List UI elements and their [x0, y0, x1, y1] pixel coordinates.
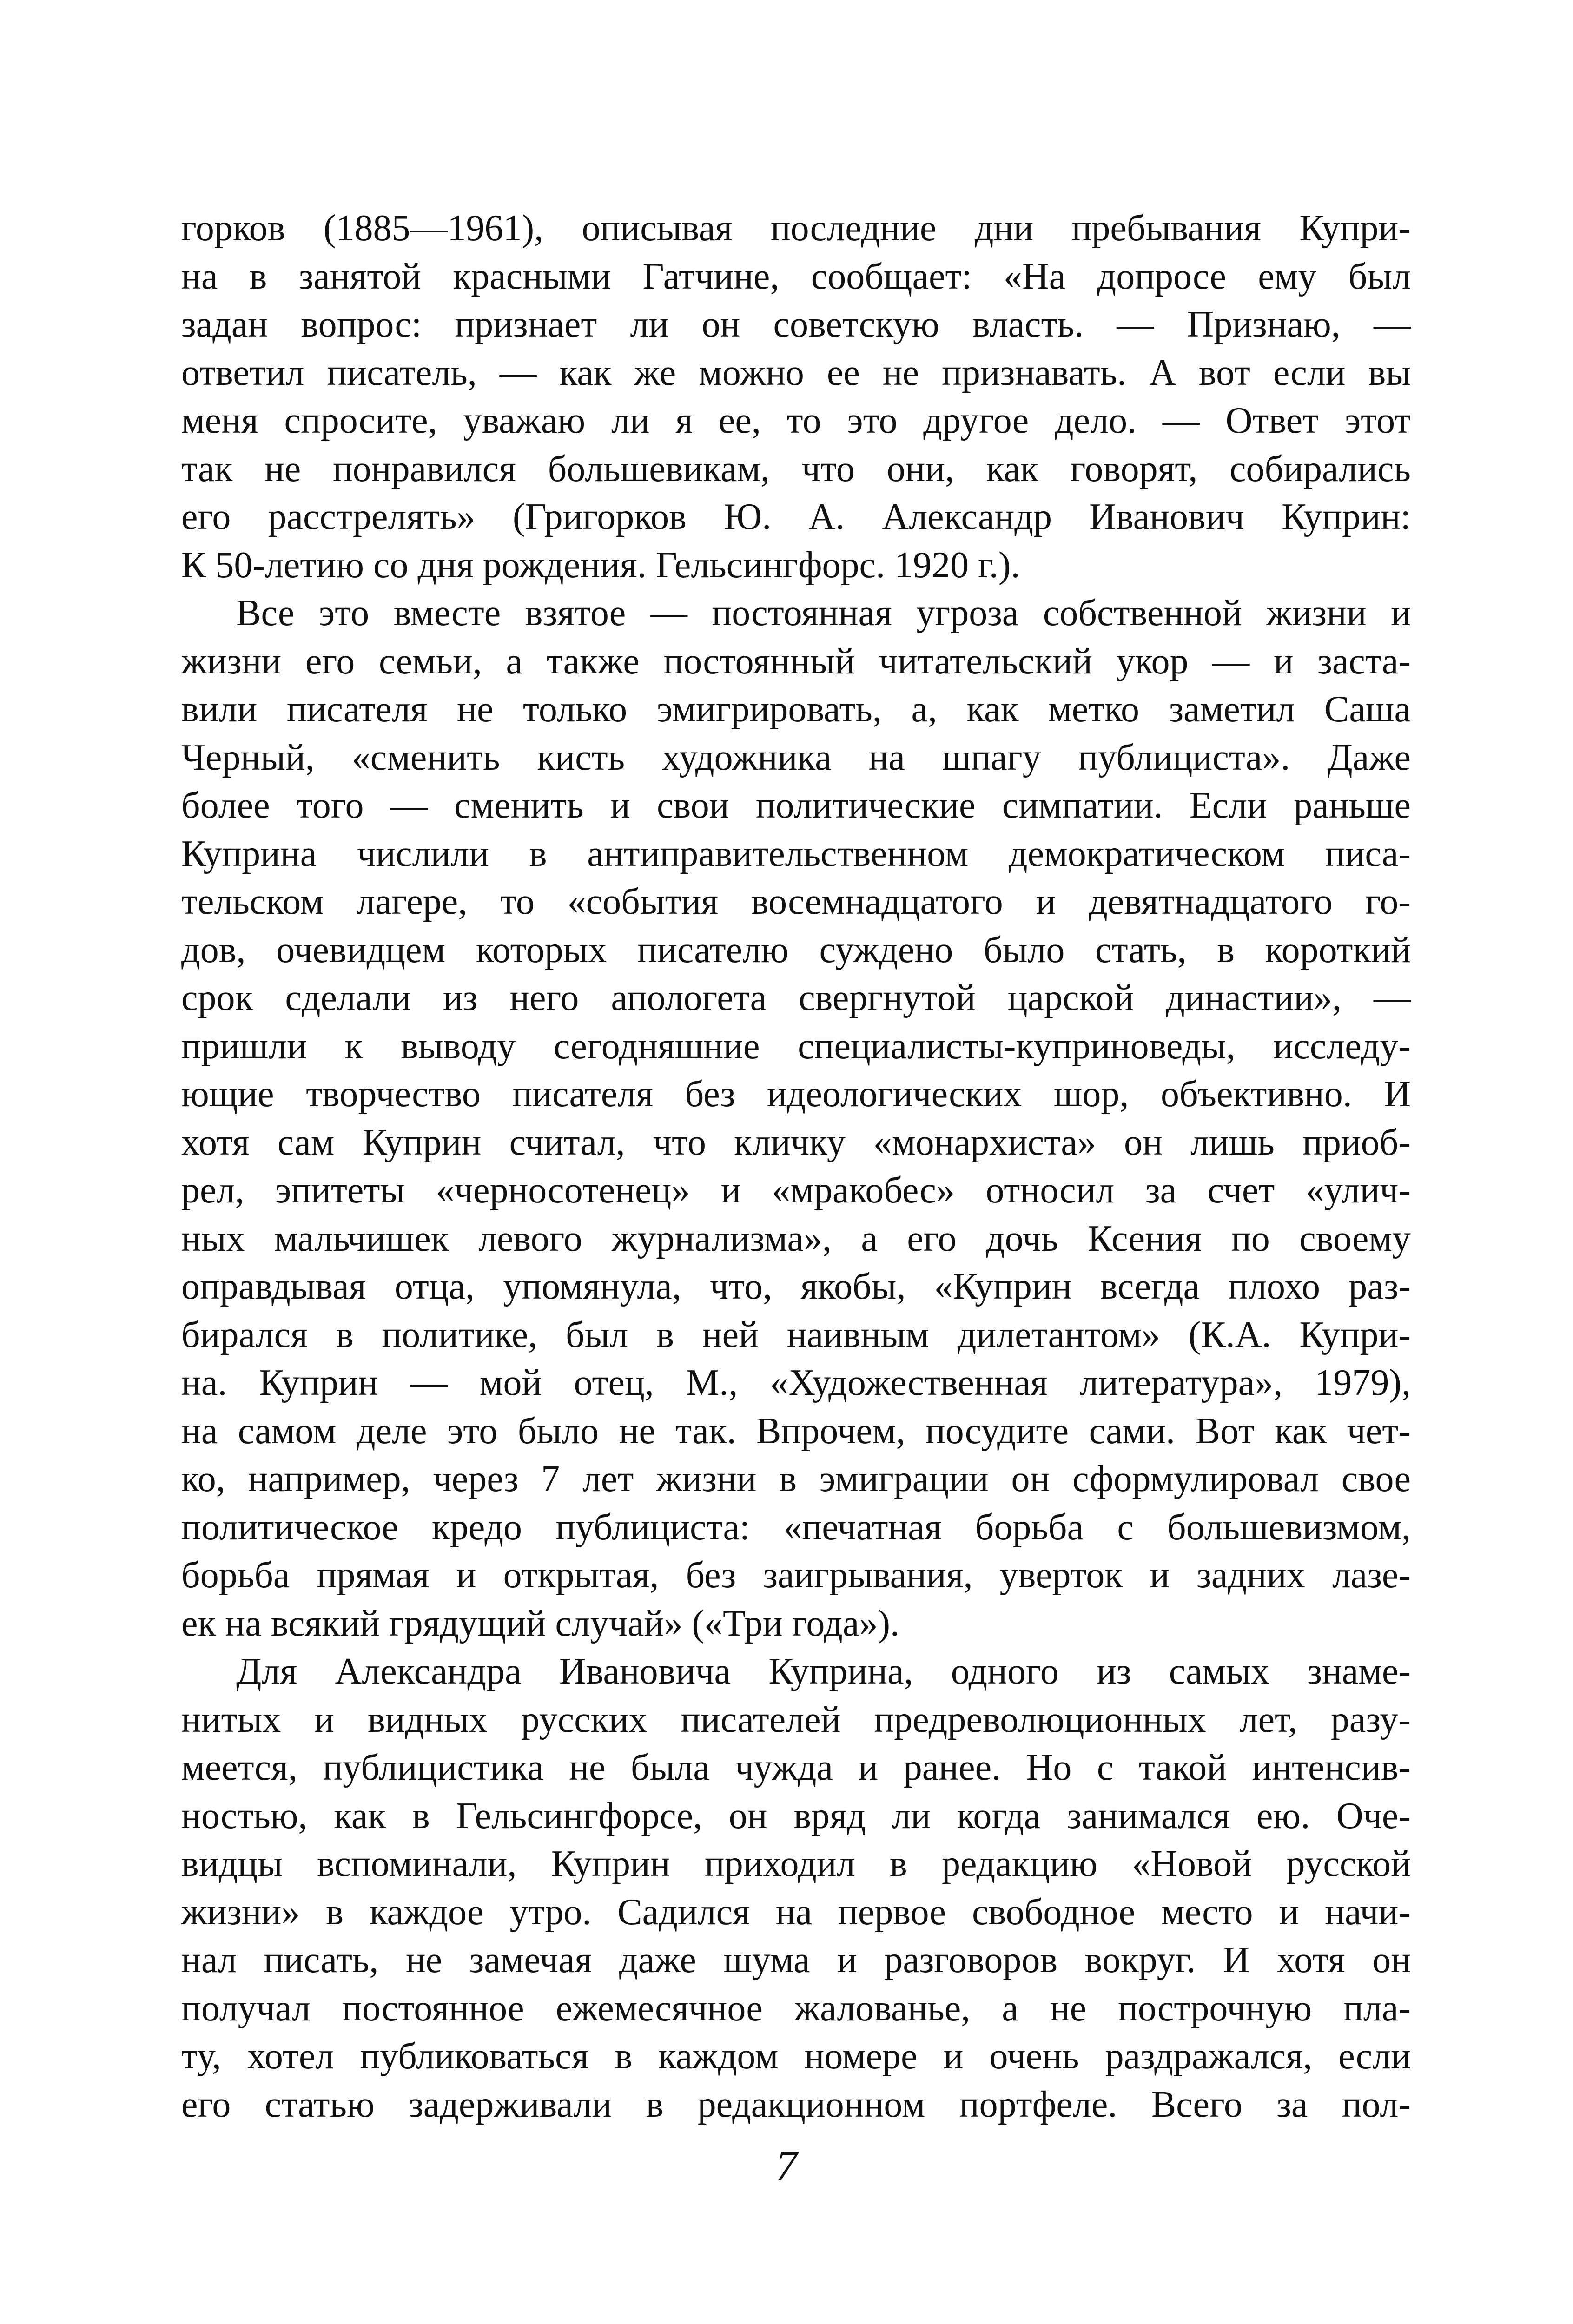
text-line: его статью задерживали в редакционном портфеле. Всего за пол-	[181, 2084, 1411, 2125]
text-line: хотя сам Куприн считал, что кличку «монархиста» он лишь приоб-	[181, 1122, 1411, 1163]
paragraph-3	[181, 1648, 1411, 2129]
text-line: меня спросите, уважаю ли я ее, то это другое дело. — Ответ этот	[181, 400, 1411, 441]
text-line: более того — сменить и свои политические симпатии. Если раньше	[181, 785, 1411, 826]
text-line: его расстрелять» (Григорков Ю. А. Александр Иванович Куприн:	[181, 496, 1411, 537]
text-line: дов, очевидцем которых писателю суждено было стать, в короткий	[181, 929, 1411, 971]
text-line: на. Куприн — мой отец, М., «Художественная литература», 1979),	[181, 1362, 1411, 1403]
text-line: на в занятой красными Гатчине, сообщает: «На допросе ему был	[181, 256, 1411, 297]
text-line: так не понравился большевикам, что они, как говорят, собирались	[181, 448, 1411, 489]
text-line: нал писать, не замечая даже шума и разговоров вокруг. И хотя он	[181, 1940, 1411, 1981]
text-line: политическое кредо публициста: «печатная борьба с большевизмом,	[181, 1506, 1411, 1548]
text-line: жизни его семьи, а также постоянный читательский укор — и заста-	[181, 640, 1411, 682]
text-line: Для Александра Ивановича Куприна, одного из самых знаме-	[236, 1651, 1411, 1692]
text-line: борьба прямая и открытая, без заигрывания, уверток и задних лазе-	[181, 1555, 1411, 1596]
paragraph-1	[181, 205, 1411, 589]
text-line: Черный, «сменить кисть художника на шпагу публициста». Даже	[181, 737, 1411, 778]
paragraph-2	[181, 589, 1411, 1648]
text-line: нитых и видных русских писателей предреволюционных лет, разу-	[181, 1699, 1411, 1740]
text-line: К 50-летию со дня рождения. Гельсингфорс. 1920 г.).	[181, 544, 1020, 586]
text-line: Куприна числили в антиправительственном демократическом писа-	[181, 833, 1411, 874]
text-line: ек на всякий грядущий случай» («Три года»).	[181, 1603, 899, 1644]
text-line: жизни» в каждое утро. Садился на первое свободное место и начи-	[181, 1891, 1411, 1933]
text-line: ностью, как в Гельсингфорсе, он вряд ли когда занимался ею. Оче-	[181, 1795, 1411, 1836]
text-line: горков (1885—1961), описывая последние дни пребывания Купри-	[181, 208, 1411, 249]
text-line: бирался в политике, был в ней наивным дилетантом» (К.А. Купри-	[181, 1314, 1411, 1355]
text-line: вили писателя не только эмигрировать, а, как метко заметил Саша	[181, 689, 1411, 730]
body-text	[181, 205, 1411, 2129]
page-number: 7	[775, 2142, 798, 2190]
text-line: ту, хотел публиковаться в каждом номере и очень раздражался, если	[181, 2036, 1411, 2077]
text-line: Все это вместе взятое — постоянная угроза собственной жизни и	[236, 593, 1411, 634]
text-line: срок сделали из него апологета свергнутой царской династии», —	[181, 977, 1411, 1018]
text-line: рел, эпитеты «черносотенец» и «мракобес» относил за счет «улич-	[181, 1170, 1411, 1211]
text-line: на самом деле это было не так. Впрочем, посудите сами. Вот как чет-	[181, 1410, 1411, 1452]
text-line: получал постоянное ежемесячное жалованье, а не построчную пла-	[181, 1987, 1411, 2029]
text-line: пришли к выводу сегодняшние специалисты-куприноведы, исследу-	[181, 1025, 1411, 1067]
text-line: тельском лагере, то «события восемнадцатого и девятнадцатого го-	[181, 881, 1411, 922]
text-line: видцы вспоминали, Куприн приходил в редакцию «Новой русской	[181, 1843, 1411, 1884]
text-line: меется, публицистика не была чужда и ранее. Но с такой интенсив-	[181, 1747, 1411, 1788]
text-line: оправдывая отца, упомянула, что, якобы, «Куприн всегда плохо раз-	[181, 1266, 1411, 1307]
text-line: ющие творчество писателя без идеологических шор, объективно. И	[181, 1074, 1411, 1115]
text-line: ответил писатель, — как же можно ее не признавать. А вот если вы	[181, 352, 1411, 393]
text-line: задан вопрос: признает ли он советскую власть. — Признаю, —	[181, 304, 1411, 345]
text-line: ных мальчишек левого журнализма», а его дочь Ксения по своему	[181, 1218, 1411, 1259]
text-line: ко, например, через 7 лет жизни в эмиграции он сформулировал свое	[181, 1459, 1411, 1499]
